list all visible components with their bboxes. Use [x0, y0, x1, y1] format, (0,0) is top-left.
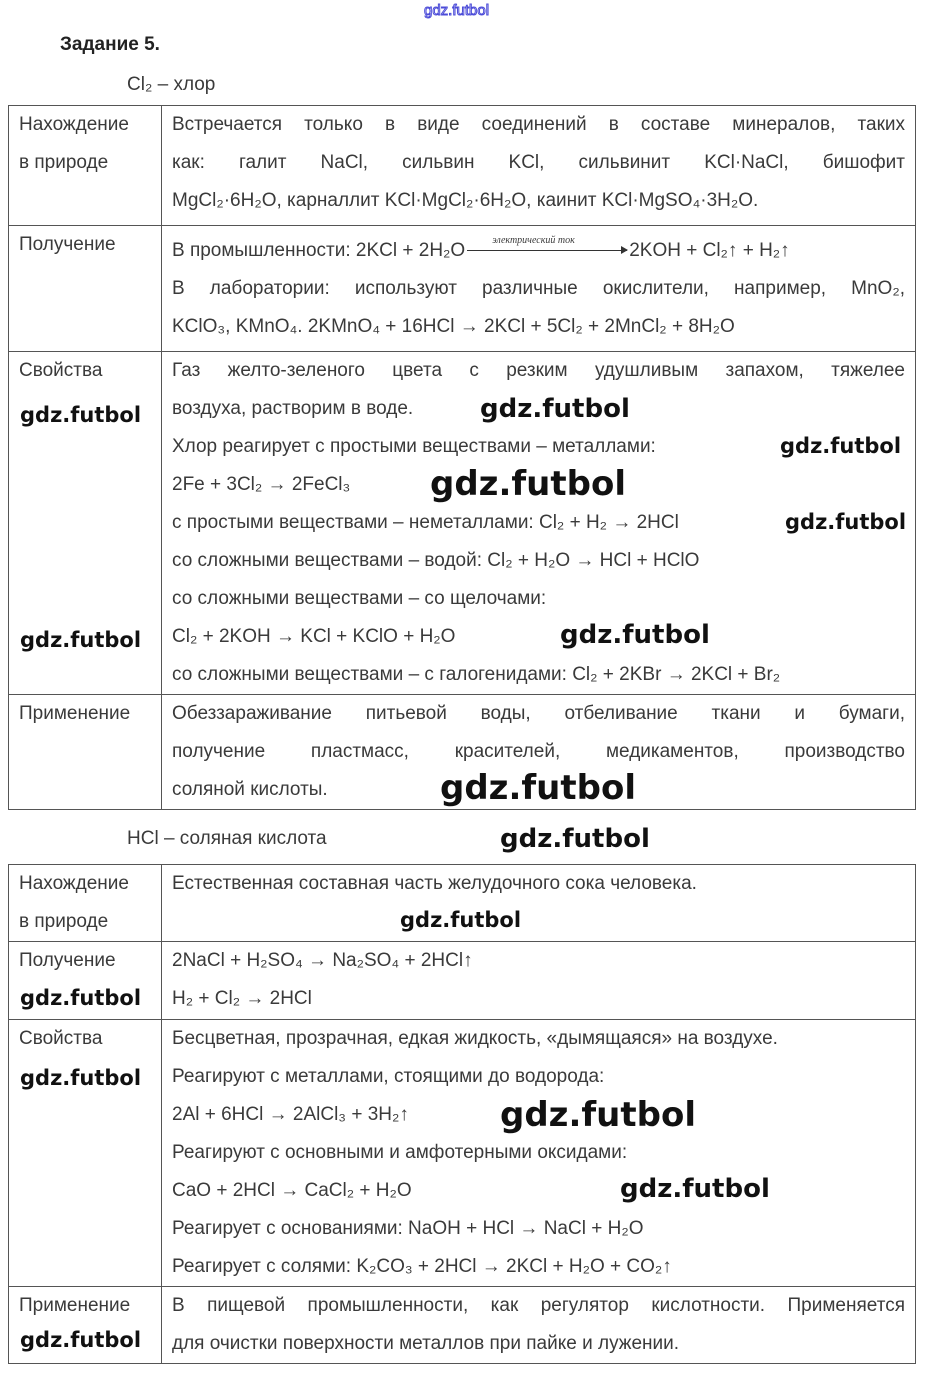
text-line: Cl₂ + 2KOH → KCl + KClO + H₂O — [172, 626, 456, 647]
text-line: CaO + 2HCl → CaCl₂ + H₂O — [172, 1180, 412, 1201]
text-line: Свойства — [19, 1028, 103, 1049]
text-line: Применение — [19, 703, 131, 724]
text-line: с простыми веществами – неметаллами: Cl₂ + H₂ → 2HCl — [172, 512, 679, 533]
text-line: MgCl₂·6H₂O, карналлит KCl·MgCl₂·6H₂O, каинит KCl·MgSO₄·3H₂O. — [172, 190, 759, 211]
text-line: Обеззараживание питьевой воды, отбеливание ткани и бумаги, — [172, 703, 905, 724]
text-line: H₂ + Cl₂ → 2HCl — [172, 988, 312, 1009]
text-line: Реагирует с основаниями: NaOH + HCl → NaCl + H₂O — [172, 1218, 644, 1239]
text-line: как: галит NaCl, сильвин KCl, сильвинит KCl·NaCl, бишофит — [172, 152, 905, 173]
watermark: gdz.futbol — [400, 908, 522, 932]
watermark: gdz.futbol — [20, 403, 142, 427]
text-line: соляной кислоты. — [172, 779, 328, 800]
watermark: gdz.futbol — [785, 510, 907, 534]
watermark: gdz.futbol — [620, 1174, 770, 1204]
text-line: В промышленности: 2KCl + 2H₂O — [172, 240, 466, 261]
text-line: Нахождение — [19, 114, 129, 135]
watermark: gdz.futbol — [440, 768, 636, 808]
text-line: 2Al + 6HCl → 2AlCl₃ + 3H₂↑ — [172, 1104, 409, 1125]
row-content — [162, 226, 916, 352]
row-header — [9, 865, 162, 942]
text-line: Бесцветная, прозрачная, едкая жидкость, «дымящаяся» на воздухе. — [172, 1028, 778, 1049]
watermark: gdz.futbol — [560, 620, 710, 650]
text-line: для очистки поверхности металлов при пайке и лужении. — [172, 1333, 680, 1354]
table-row — [9, 942, 916, 1020]
watermark-top: gdz.futbol — [424, 2, 490, 19]
text-line: В пищевой промышленности, как регулятор кислотности. Применяется — [172, 1295, 905, 1316]
text-line: Получение — [19, 234, 116, 255]
text-line: в природе — [19, 152, 109, 173]
text-line: Газ желто-зеленого цвета с резким удушливым запахом, тяжелее — [172, 360, 905, 381]
watermark: gdz.futbol — [780, 434, 902, 458]
text-line: со сложными веществами – водой: Cl₂ + H₂O → HCl + HClO — [172, 550, 700, 571]
row-header — [9, 695, 162, 810]
table-row — [9, 226, 916, 352]
watermark: gdz.futbol — [500, 824, 650, 854]
text-line: со сложными веществами – со щелочами: — [172, 588, 547, 609]
reaction-arrow — [467, 235, 627, 251]
text-line: Реагируют с основными и амфотерными оксидами: — [172, 1142, 628, 1163]
text-line: 2Fe + 3Cl₂ → 2FeCl₃ — [172, 474, 351, 495]
text-line: KClO₃, KMnO₄. 2KMnO₄ + 16HCl → 2KCl + 5Cl₂ + 2MnCl₂ + 8H₂O — [172, 316, 735, 337]
table-row — [9, 1020, 916, 1287]
row-content — [162, 865, 916, 942]
row-content — [162, 942, 916, 1020]
text-line: Реагируют с металлами, стоящими до водорода: — [172, 1066, 605, 1087]
watermark: gdz.futbol — [500, 1095, 696, 1135]
table-row — [9, 352, 916, 695]
text-line: В лаборатории: используют различные окислители, например, MnO₂, — [172, 278, 905, 299]
watermark: gdz.futbol — [20, 986, 142, 1010]
text-line: Хлор реагирует с простыми веществами – металлами: — [172, 436, 656, 457]
watermark: gdz.futbol — [20, 1066, 142, 1090]
text-line: Реагирует с солями: K₂CO₃ + 2HCl → 2KCl + H₂O + CO₂↑ — [172, 1256, 672, 1277]
row-header — [9, 226, 162, 352]
text-line: электрический ток — [492, 235, 575, 247]
text-line: Естественная составная часть желудочного сока человека. — [172, 873, 697, 894]
text-line: Применение — [19, 1295, 131, 1316]
text-line: Свойства — [19, 360, 103, 381]
text-line: со сложными веществами – с галогенидами: Cl₂ + 2KBr → 2KCl + Br₂ — [172, 664, 781, 685]
watermark: gdz.futbol — [20, 1328, 142, 1352]
task-title: Задание 5. — [60, 34, 160, 55]
text-line: воздуха, растворим в воде. — [172, 398, 414, 419]
watermark: gdz.futbol — [480, 394, 630, 424]
row-header — [9, 1020, 162, 1287]
text-line: 2KOH + Cl₂↑ + H₂↑ — [629, 240, 790, 261]
text-line: Нахождение — [19, 873, 129, 894]
row-header — [9, 106, 162, 226]
text-line: получение пластмасс, красителей, медикаментов, производство — [172, 741, 905, 762]
hcl-heading: HCl – соляная кислота — [127, 828, 327, 849]
table-row — [9, 1287, 916, 1364]
table-row — [9, 106, 916, 226]
row-content — [162, 106, 916, 226]
watermark: gdz.futbol — [430, 464, 626, 504]
text-line: в природе — [19, 911, 109, 932]
text-line: Встречается только в виде соединений в составе минералов, таких — [172, 114, 905, 135]
text-line: 2NaCl + H₂SO₄ → Na₂SO₄ + 2HCl↑ — [172, 950, 473, 971]
hcl-table — [8, 864, 916, 1364]
watermark: gdz.futbol — [20, 628, 142, 652]
text-line: Получение — [19, 950, 116, 971]
row-content — [162, 1020, 916, 1287]
row-content — [162, 1287, 916, 1364]
cl2-heading: Cl₂ – хлор — [127, 74, 216, 95]
